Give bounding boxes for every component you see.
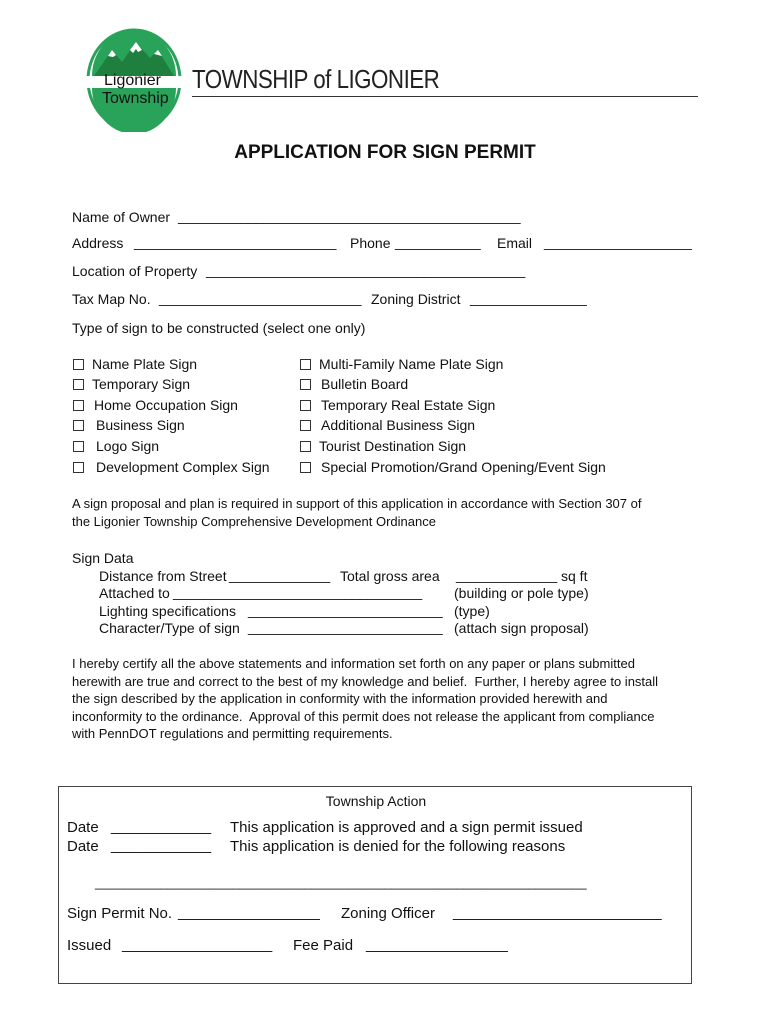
zoning-officer-label: Zoning Officer xyxy=(341,905,435,922)
email-field[interactable]: ___________________ xyxy=(544,234,692,250)
zoning-officer-field[interactable]: _________________________ xyxy=(453,904,662,921)
lighting-label: Lighting specifications xyxy=(99,603,236,619)
fee-paid-label: Fee Paid xyxy=(293,937,354,954)
character-label: Character/Type of sign xyxy=(99,620,240,636)
approved-date-field[interactable]: ____________ xyxy=(111,818,212,835)
checkbox-home-occupation-sign[interactable]: Home Occupation Sign xyxy=(73,396,238,414)
checkbox-business-sign[interactable]: Business Sign xyxy=(73,416,185,434)
checkbox-icon[interactable] xyxy=(73,462,84,473)
fee-paid-field[interactable]: _________________ xyxy=(366,936,508,953)
sign-type-prompt: Type of sign to be constructed (select one only) xyxy=(72,320,366,336)
proposal-note-line-2: the Ligonier Township Comprehensive Development Ordinance xyxy=(72,514,436,529)
taxmap-label: Tax Map No. xyxy=(72,291,151,307)
sign-data-heading: Sign Data xyxy=(72,550,134,566)
distance-field[interactable]: _____________ xyxy=(229,567,331,583)
attached-field[interactable]: ________________________________ xyxy=(173,584,423,600)
checkbox-icon[interactable] xyxy=(300,462,311,473)
checkbox-icon[interactable] xyxy=(73,420,84,431)
attached-note: (building or pole type) xyxy=(454,585,589,601)
approved-text: This application is approved and a sign permit issued xyxy=(230,819,583,836)
checkbox-logo-sign[interactable]: Logo Sign xyxy=(73,437,159,455)
character-note: (attach sign proposal) xyxy=(454,620,589,636)
checkbox-icon[interactable] xyxy=(300,400,311,411)
certification-line-5: with PennDOT regulations and permitting requirements. xyxy=(72,726,393,741)
gross-area-field[interactable]: _____________ xyxy=(456,567,558,583)
header-divider xyxy=(192,96,698,97)
zoning-district-field[interactable]: _______________ xyxy=(470,290,587,306)
issued-field[interactable]: __________________ xyxy=(122,936,273,953)
location-field[interactable]: _________________________________________ xyxy=(206,262,526,278)
character-field[interactable]: _________________________ xyxy=(248,619,443,635)
certification-line-3: the sign described by the application in conformity with the information provided herewith and xyxy=(72,691,608,706)
checkbox-icon[interactable] xyxy=(73,441,84,452)
checkbox-icon[interactable] xyxy=(300,420,311,431)
gross-area-unit: sq ft xyxy=(561,568,588,584)
location-label: Location of Property xyxy=(72,263,198,279)
proposal-note-line-1: A sign proposal and plan is required in support of this application in accordance with Section 307 of xyxy=(72,496,642,511)
certification-line-1: I hereby certify all the above statements and information set forth on any paper or plans submitted xyxy=(72,656,635,671)
township-action-title: Township Action xyxy=(325,793,427,809)
lighting-note: (type) xyxy=(454,603,490,619)
issued-label: Issued xyxy=(67,937,112,954)
lighting-field[interactable]: _________________________ xyxy=(248,602,443,618)
checkbox-multi-family-name-plate-sign[interactable]: Multi-Family Name Plate Sign xyxy=(300,355,503,373)
owner-label: Name of Owner xyxy=(72,209,171,225)
approved-date-label: Date xyxy=(67,819,99,836)
checkbox-name-plate-sign[interactable]: Name Plate Sign xyxy=(73,355,197,373)
taxmap-field[interactable]: __________________________ xyxy=(159,290,362,306)
certification-line-2: herewith are true and correct to the best of my knowledge and belief. Further, I hereby agree to install xyxy=(72,674,659,689)
denied-text: This application is denied for the following reasons xyxy=(230,838,566,855)
checkbox-icon[interactable] xyxy=(300,359,311,370)
gross-area-label: Total gross area xyxy=(340,568,440,584)
checkbox-development-complex-sign[interactable]: Development Complex Sign xyxy=(73,458,270,476)
address-field[interactable]: __________________________ xyxy=(134,234,337,250)
denied-date-label: Date xyxy=(67,838,99,855)
checkbox-additional-business-sign[interactable]: Additional Business Sign xyxy=(300,416,475,434)
logo-text-township: Township xyxy=(102,90,169,107)
township-logo xyxy=(86,28,182,132)
checkbox-icon[interactable] xyxy=(300,379,311,390)
header-title: TOWNSHIP of LIGONIER xyxy=(192,64,440,94)
sign-permit-field[interactable]: _________________ xyxy=(178,904,320,921)
phone-field[interactable]: ___________ xyxy=(395,234,481,250)
attached-label: Attached to xyxy=(99,585,170,601)
address-label: Address xyxy=(72,235,124,251)
checkbox-temporary-real-estate-sign[interactable]: Temporary Real Estate Sign xyxy=(300,396,495,414)
email-label: Email xyxy=(497,235,533,251)
checkbox-temporary-sign[interactable]: Temporary Sign xyxy=(73,375,190,393)
checkbox-special-promotion-sign[interactable]: Special Promotion/Grand Opening/Event Sign xyxy=(300,458,606,476)
checkbox-tourist-destination-sign[interactable]: Tourist Destination Sign xyxy=(300,437,466,455)
denied-date-field[interactable]: ____________ xyxy=(111,837,212,854)
logo-text-ligonier: Ligonier xyxy=(104,72,161,89)
checkbox-bulletin-board[interactable]: Bulletin Board xyxy=(300,375,408,393)
checkbox-icon[interactable] xyxy=(300,441,311,452)
zoning-district-label: Zoning District xyxy=(371,291,461,307)
owner-field[interactable]: ____________________________________________ xyxy=(178,208,521,224)
checkbox-icon[interactable] xyxy=(73,400,84,411)
distance-label: Distance from Street xyxy=(99,568,227,584)
phone-label: Phone xyxy=(350,235,391,251)
township-action-box xyxy=(58,786,692,984)
checkbox-icon[interactable] xyxy=(73,379,84,390)
checkbox-icon[interactable] xyxy=(73,359,84,370)
form-title: APPLICATION FOR SIGN PERMIT xyxy=(234,142,536,163)
sign-permit-label: Sign Permit No. xyxy=(67,905,173,922)
certification-line-4: inconformity to the ordinance. Approval of this permit does not release the applicant from compliance xyxy=(72,709,655,724)
denial-reasons-field[interactable]: ____________________________________________________________________ xyxy=(95,875,587,890)
